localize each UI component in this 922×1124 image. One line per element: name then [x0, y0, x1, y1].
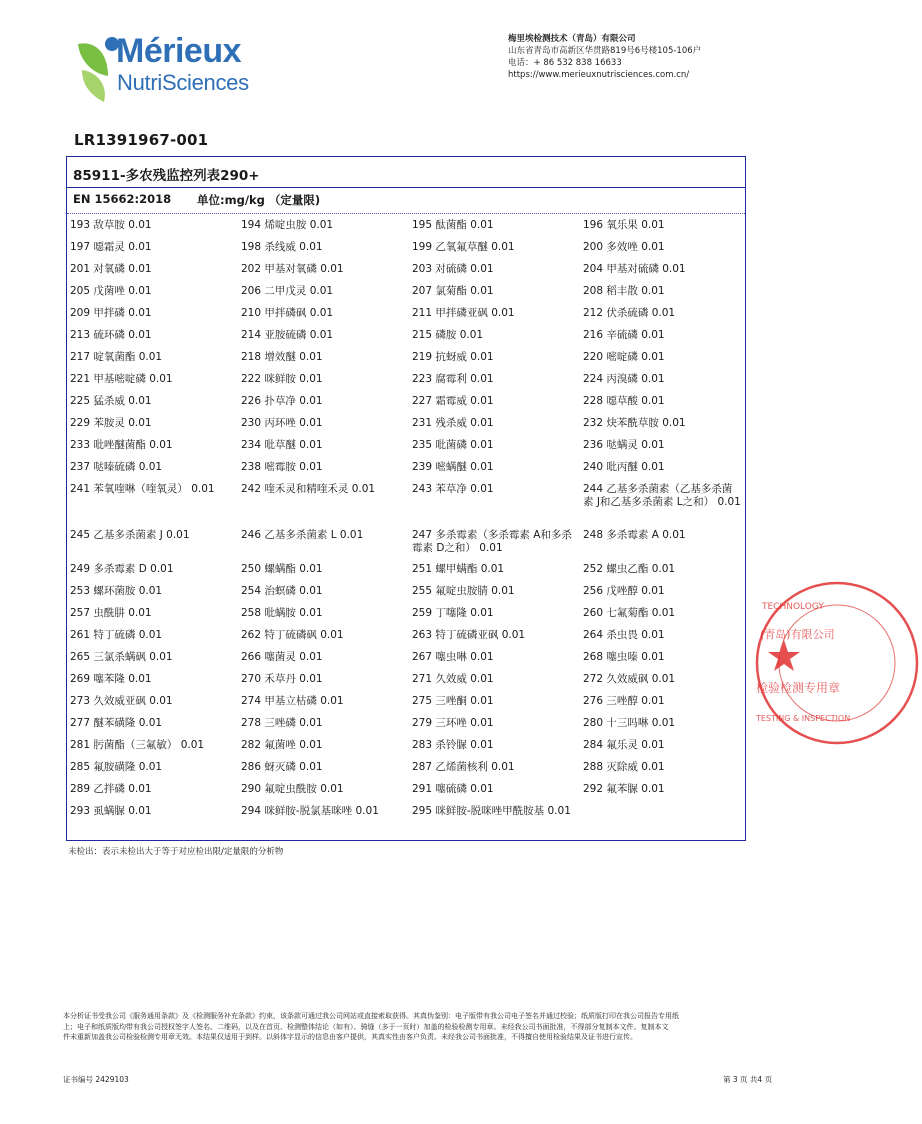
analyte-cell: 244 乙基多杀菌素（乙基多杀菌素 J和乙基多杀菌素 L之和） 0.01 — [583, 483, 741, 508]
analyte-cell: 221 甲基嘧啶磷 0.01 — [70, 373, 173, 385]
table-row — [67, 373, 745, 395]
table-row — [67, 351, 745, 373]
seal-text-testing: TESTING & INSPECTION — [756, 714, 851, 723]
analyte-cell: 229 苯胺灵 0.01 — [70, 417, 152, 429]
table-row — [67, 285, 745, 307]
analyte-cell: 275 三唑酮 0.01 — [412, 695, 494, 707]
analyte-cell: 214 亚胺硫磷 0.01 — [241, 329, 334, 341]
analyte-cell: 273 久效威亚砜 0.01 — [70, 695, 173, 707]
analyte-cell: 291 噻硫磷 0.01 — [412, 783, 494, 795]
table-row — [67, 461, 745, 483]
analyte-cell: 281 肟菌酯（三氟敏） 0.01 — [70, 739, 205, 751]
analyte-cell: 242 喹禾灵和精喹禾灵 0.01 — [241, 483, 376, 495]
analyte-cell: 286 蚜灭磷 0.01 — [241, 761, 323, 773]
analyte-cell: 285 氟胺磺隆 0.01 — [70, 761, 163, 773]
company-address: 山东省青岛市高新区华贯路819号6号楼105-106户 — [508, 46, 702, 56]
seal-icon — [752, 578, 922, 748]
analyte-cell: 222 咪鲜胺 0.01 — [241, 373, 323, 385]
analyte-cell: 249 多杀霉素 D 0.01 — [70, 563, 174, 575]
unit-label: 单位:mg/kg （定量限) — [197, 193, 321, 207]
analyte-cell: 279 三环唑 0.01 — [412, 717, 494, 729]
table-row — [67, 483, 745, 529]
analyte-cell: 277 醚苯磺隆 0.01 — [70, 717, 163, 729]
analyte-cell: 266 噻菌灵 0.01 — [241, 651, 323, 663]
analyte-cell: 219 抗蚜威 0.01 — [412, 351, 494, 363]
company-info — [508, 33, 701, 81]
table-row — [67, 529, 745, 563]
analyte-cell: 238 嘧霉胺 0.01 — [241, 461, 323, 473]
analyte-cell: 280 十三吗啉 0.01 — [583, 717, 676, 729]
analyte-cell: 268 噻虫嗪 0.01 — [583, 651, 665, 663]
analyte-grid — [67, 219, 745, 835]
table-row — [67, 805, 745, 835]
analyte-cell: 255 氟啶虫胺腈 0.01 — [412, 585, 515, 597]
analyte-cell: 263 特丁硫磷亚砜 0.01 — [412, 629, 526, 641]
seal-text-company: (青岛)有限公司 — [760, 628, 835, 641]
analyte-cell: 262 特丁硫磷砜 0.01 — [241, 629, 344, 641]
company-phone: 电话：+ 86 532 838 16633 — [508, 58, 622, 68]
method-row — [67, 188, 745, 214]
analyte-cell: 270 禾草丹 0.01 — [241, 673, 323, 685]
analyte-cell: 276 三唑醇 0.01 — [583, 695, 665, 707]
table-row — [67, 219, 745, 241]
table-row — [67, 263, 745, 285]
analyte-cell: 198 杀线威 0.01 — [241, 241, 323, 253]
analyte-cell: 215 磷胺 0.01 — [412, 329, 484, 341]
analyte-cell: 294 咪鲜胺-脱氯基咪唑 0.01 — [241, 805, 379, 817]
analyte-cell: 283 杀铃脲 0.01 — [412, 739, 494, 751]
page-number: 第 3 页 共4 页 — [723, 1075, 773, 1084]
analyte-cell: 272 久效威砜 0.01 — [583, 673, 676, 685]
section-title: 85911-多农残监控列表290+ — [67, 157, 745, 188]
analyte-cell: 195 酞菌酯 0.01 — [412, 219, 494, 231]
analyte-cell: 248 多杀霉素 A 0.01 — [583, 529, 686, 541]
analyte-cell: 246 乙基多杀菌素 L 0.01 — [241, 529, 364, 541]
table-row — [67, 241, 745, 263]
table-row — [67, 563, 745, 585]
table-row — [67, 395, 745, 417]
analyte-cell: 261 特丁硫磷 0.01 — [70, 629, 163, 641]
analyte-cell: 220 嘧啶磷 0.01 — [583, 351, 665, 363]
analyte-cell: 206 二甲戊灵 0.01 — [241, 285, 334, 297]
analyte-cell: 253 螺环菌胺 0.01 — [70, 585, 163, 597]
table-row — [67, 695, 745, 717]
analyte-cell: 226 扑草净 0.01 — [241, 395, 323, 407]
table-row — [67, 329, 745, 351]
analyte-cell: 258 吡螨胺 0.01 — [241, 607, 323, 619]
results-panel — [66, 156, 746, 841]
analyte-cell: 234 吡草醚 0.01 — [241, 439, 323, 451]
table-row — [67, 717, 745, 739]
analyte-cell: 236 哒螨灵 0.01 — [583, 439, 665, 451]
analyte-cell: 250 螺螨酯 0.01 — [241, 563, 323, 575]
table-row — [67, 417, 745, 439]
analyte-cell: 254 治螟磷 0.01 — [241, 585, 323, 597]
analyte-cell: 213 硫环磷 0.01 — [70, 329, 152, 341]
analyte-cell: 204 甲基对硫磷 0.01 — [583, 263, 686, 275]
analyte-cell: 282 氟菌唑 0.01 — [241, 739, 323, 751]
analyte-cell: 217 啶氧菌酯 0.01 — [70, 351, 163, 363]
analyte-cell: 203 对硫磷 0.01 — [412, 263, 494, 275]
analyte-cell: 212 伏杀硫磷 0.01 — [583, 307, 676, 319]
table-row — [67, 629, 745, 651]
table-row — [67, 307, 745, 329]
analyte-cell — [580, 805, 745, 835]
analyte-cell: 240 吡丙醚 0.01 — [583, 461, 665, 473]
analyte-cell: 216 辛硫磷 0.01 — [583, 329, 665, 341]
analyte-cell: 230 丙环唑 0.01 — [241, 417, 323, 429]
table-row — [67, 673, 745, 695]
analyte-cell: 284 氟乐灵 0.01 — [583, 739, 665, 751]
legal-line: 本分析证书受我公司《服务通用条款》及《检测服务补充条款》约束，该条款可通过我公司网站或直接索取获得。其真伪鉴别：电子版带有我公司电子签名并通过校验；纸质版打印在我公司报告专用纸 — [63, 1012, 679, 1020]
analyte-cell: 287 乙烯菌核利 0.01 — [412, 761, 515, 773]
table-row — [67, 439, 745, 461]
analyte-cell: 265 三氯杀螨砜 0.01 — [70, 651, 173, 663]
table-row — [67, 783, 745, 805]
analyte-cell: 227 霜霉威 0.01 — [412, 395, 494, 407]
report-id: LR1391967-001 — [74, 131, 209, 149]
analyte-cell: 251 螺甲螨酯 0.01 — [412, 563, 505, 575]
analyte-cell: 218 增效醚 0.01 — [241, 351, 323, 363]
analyte-cell: 289 乙拌磷 0.01 — [70, 783, 152, 795]
analyte-cell: 196 氧乐果 0.01 — [583, 219, 665, 231]
legal-line: 件未重新加盖我公司检验检测专用章无效。本结果仅适用于到样。以斜体字显示的信息由客户提供，其真实性由客户负责。未经我公司书面批准，不得擅自使用检验结果及证书进行宣传。 — [63, 1033, 637, 1041]
analyte-cell: 292 氟苯脲 0.01 — [583, 783, 665, 795]
seal-text-technology: TECHNOLOGY — [762, 602, 824, 612]
method-standard: EN 15662:2018 — [73, 192, 172, 206]
analyte-cell: 252 螺虫乙酯 0.01 — [583, 563, 676, 575]
analyte-cell: 247 多杀霉素（多杀霉素 A和多杀霉素 D之和） 0.01 — [412, 529, 572, 554]
legal-notice — [63, 1011, 781, 1043]
analyte-cell: 207 氯菊酯 0.01 — [412, 285, 494, 297]
company-name: 梅里埃检测技术（青岛）有限公司 — [508, 34, 636, 44]
analyte-cell: 210 甲拌磷砜 0.01 — [241, 307, 334, 319]
analyte-cell: 193 敌草胺 0.01 — [70, 219, 152, 231]
analyte-cell: 200 多效唑 0.01 — [583, 241, 665, 253]
table-row — [67, 739, 745, 761]
analyte-cell: 267 噻虫啉 0.01 — [412, 651, 494, 663]
analyte-cell: 290 氟啶虫酰胺 0.01 — [241, 783, 344, 795]
brand-name-line1: Mérieux — [116, 32, 241, 70]
analyte-cell: 295 咪鲜胺-脱咪唑甲酰胺基 0.01 — [412, 805, 571, 817]
analyte-cell: 271 久效威 0.01 — [412, 673, 494, 685]
analyte-cell: 241 苯氧喹啉（喹氧灵） 0.01 — [70, 483, 215, 495]
analyte-cell: 293 虱螨脲 0.01 — [70, 805, 152, 817]
analyte-cell: 211 甲拌磷亚砜 0.01 — [412, 307, 515, 319]
analyte-cell: 235 吡菌磷 0.01 — [412, 439, 494, 451]
analyte-cell: 257 虫酰肼 0.01 — [70, 607, 152, 619]
company-website[interactable]: https://www.merieuxnutrisciences.com.cn/ — [508, 70, 690, 80]
analyte-cell: 288 灭除威 0.01 — [583, 761, 665, 773]
analyte-cell: 260 七氟菊酯 0.01 — [583, 607, 676, 619]
analyte-cell: 205 戊菌唑 0.01 — [70, 285, 152, 297]
company-logo — [74, 30, 284, 102]
table-row — [67, 607, 745, 629]
seal-text-special: 检验检测专用章 — [756, 681, 841, 695]
analyte-cell: 243 苯草净 0.01 — [412, 483, 494, 495]
company-seal-stamp — [752, 578, 852, 748]
analyte-cell: 237 哒嗪硫磷 0.01 — [70, 461, 163, 473]
analyte-cell: 223 腐霉利 0.01 — [412, 373, 494, 385]
analyte-cell: 239 嘧螨醚 0.01 — [412, 461, 494, 473]
analyte-cell: 264 杀虫畏 0.01 — [583, 629, 665, 641]
analyte-cell: 197 噁霜灵 0.01 — [70, 241, 152, 253]
analyte-cell: 233 吡唑醚菌酯 0.01 — [70, 439, 173, 451]
analyte-cell: 231 残杀威 0.01 — [412, 417, 494, 429]
analyte-cell: 269 噻苯隆 0.01 — [70, 673, 152, 685]
analyte-cell: 224 丙溴磷 0.01 — [583, 373, 665, 385]
analyte-cell: 225 猛杀威 0.01 — [70, 395, 152, 407]
analyte-cell: 232 炔苯酰草胺 0.01 — [583, 417, 686, 429]
analyte-cell: 274 甲基立枯磷 0.01 — [241, 695, 344, 707]
brand-name-line2: NutriSciences — [117, 70, 249, 95]
table-row — [67, 651, 745, 673]
analyte-cell: 256 戊唑醇 0.01 — [583, 585, 665, 597]
analyte-cell: 228 噁草酸 0.01 — [583, 395, 665, 407]
analyte-cell: 245 乙基多杀菌素 J 0.01 — [70, 529, 190, 541]
certificate-number: 证书编号 2429103 — [63, 1075, 129, 1084]
analyte-cell: 194 烯啶虫胺 0.01 — [241, 219, 334, 231]
table-row — [67, 585, 745, 607]
analyte-cell: 278 三唑磷 0.01 — [241, 717, 323, 729]
analyte-cell: 199 乙氧氟草醚 0.01 — [412, 241, 515, 253]
analyte-cell: 208 稻丰散 0.01 — [583, 285, 665, 297]
footnote: 未检出：表示未检出大于等于对应检出限/定量限的分析物 — [68, 847, 284, 857]
analyte-cell: 201 对氧磷 0.01 — [70, 263, 152, 275]
legal-line: 上；电子和纸质版均带有我公司授权签字人签名、二维码，以及在首页、检测整体结论（如有）、骑缝（多于一页时）加盖的检验检测专用章。未经我公司书面批准，不得部分复制本文件。复制本文 — [63, 1022, 669, 1031]
table-row — [67, 761, 745, 783]
analyte-cell: 259 丁噻隆 0.01 — [412, 607, 494, 619]
analyte-cell: 209 甲拌磷 0.01 — [70, 307, 152, 319]
leaf-logo-icon — [74, 30, 118, 102]
analyte-cell: 202 甲基对氧磷 0.01 — [241, 263, 344, 275]
